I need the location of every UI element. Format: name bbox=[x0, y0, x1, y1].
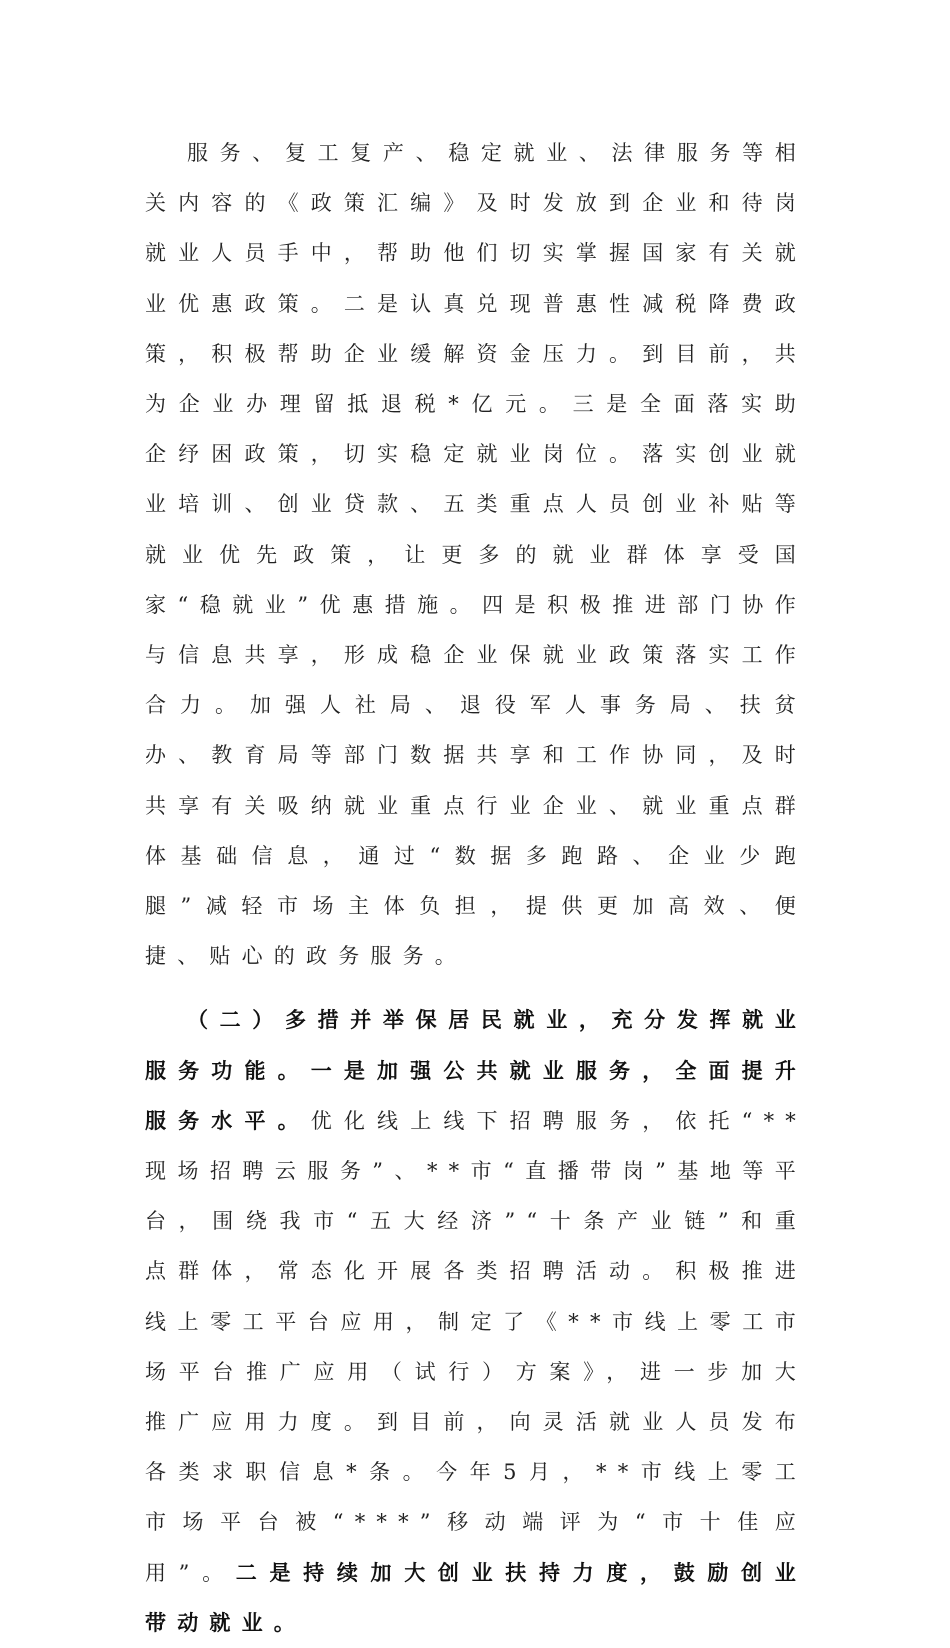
subheading-text: 二是持续加大创业扶持力度，鼓励创业带动就业。 bbox=[145, 1559, 807, 1635]
paragraph-policy-implementation bbox=[145, 128, 807, 981]
document-page bbox=[145, 128, 807, 1648]
section-heading-text: （二）多措并举保居民就业，充分发挥就业服务功能。一是加强公共就业服务，全面提升服务水平。 bbox=[145, 1007, 807, 1133]
paragraph-text: 优化线上线下招聘服务，依托“**现场招聘云服务”、**市“直播带岗”基地等平台，围绕我市“五大经济”“十条产业链”和重点群体，常态化开展各类招聘活动。积极推进线上零工平台应用，制定了《**市线上零工市场平台推广应用（试行）方案》，进一步加大推广应用力度。到目前，向灵活就业人员发布各类求职信息*条。今年5月，**市线上零工市场平台被“***”移动端评为“市十佳应用”。 bbox=[145, 1108, 808, 1585]
paragraph-text: 服务、复工复产、稳定就业、法律服务等相关内容的《政策汇编》及时发放到企业和待岗就业人员手中，帮助他们切实掌握国家有关就业优惠政策。二是认真兑现普惠性减税降费政策，积极帮助企业缓解资金压力。到目前，共为企业办理留抵退税*亿元。三是全面落实助企纾困政策，切实稳定就业岗位。落实创业就业培训、创业贷款、五类重点人员创业补贴等就业优先政策，让更多的就业群体享受国家“稳就业”优惠措施。四是积极推进部门协作与信息共享，形成稳企业保就业政策落实工作合力。加强人社局、退役军人事务局、扶贫办、教育局等部门数据共享和工作协同，及时共享有关吸纳就业重点行业企业、就业重点群体基础信息，通过“数据多跑路、企业少跑腿”减轻市场主体负担，提供更加高效、便捷、贴心的政务服务。 bbox=[145, 141, 807, 969]
paragraph-section-two bbox=[145, 995, 807, 1648]
